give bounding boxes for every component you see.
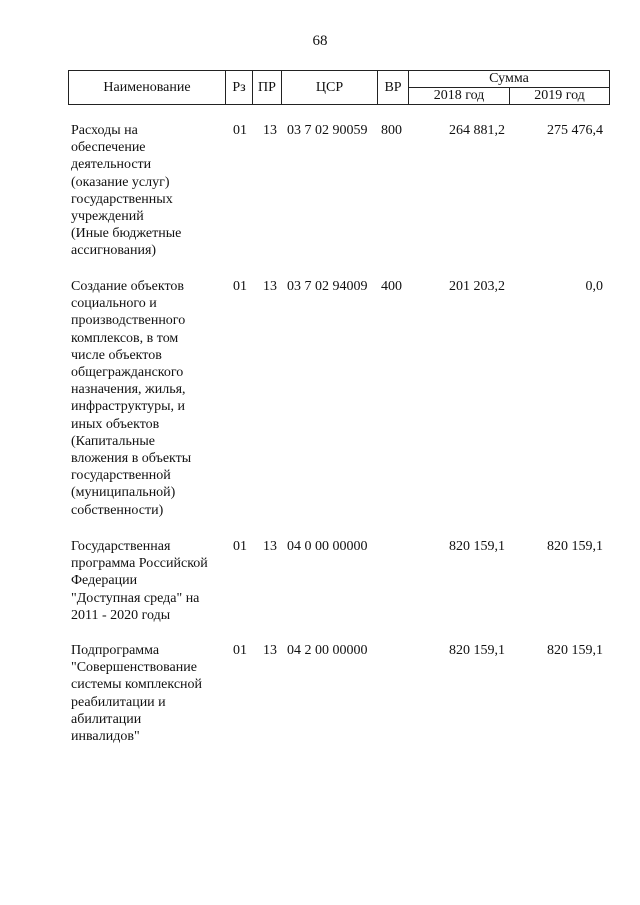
row-vr: 400 bbox=[381, 279, 402, 294]
row-rz: 01 bbox=[233, 123, 247, 138]
row-pr: 13 bbox=[263, 123, 277, 138]
header-sum-group bbox=[409, 71, 609, 104]
row-sum-2018: 264 881,2 bbox=[449, 123, 505, 138]
row-pr: 13 bbox=[263, 539, 277, 554]
row-sum-2018: 820 159,1 bbox=[449, 539, 505, 554]
row-csr: 03 7 02 94009 bbox=[287, 279, 368, 294]
header-name: Наименование bbox=[69, 71, 226, 104]
row-sum-2019: 820 159,1 bbox=[547, 643, 603, 658]
row-name: Расходы на обеспечение деятельности (оказание услуг) государственных учреждений (Иные бюджетные ассигнования) bbox=[71, 123, 182, 259]
header-sum: Сумма bbox=[409, 71, 609, 88]
row-sum-2019: 275 476,4 bbox=[547, 123, 603, 138]
row-sum-2018: 820 159,1 bbox=[449, 643, 505, 658]
table-header bbox=[68, 70, 610, 105]
row-csr: 04 2 00 00000 bbox=[287, 643, 368, 658]
row-pr: 13 bbox=[263, 279, 277, 294]
row-sum-2019: 820 159,1 bbox=[547, 539, 603, 554]
header-rz: Рз bbox=[226, 71, 253, 104]
header-pr: ПР bbox=[253, 71, 282, 104]
row-name: Государственная программа Российской Федерации "Доступная среда" на 2011 - 2020 годы bbox=[71, 539, 208, 623]
row-sum-2019: 0,0 bbox=[585, 279, 603, 294]
row-name: Подпрограмма "Совершенствование системы комплексной реабилитации и абилитации инвалидов" bbox=[71, 643, 203, 745]
header-year-2018: 2018 год bbox=[409, 88, 510, 104]
header-vr: ВР bbox=[378, 71, 409, 104]
row-rz: 01 bbox=[233, 643, 247, 658]
header-csr: ЦСР bbox=[282, 71, 378, 104]
row-pr: 13 bbox=[263, 643, 277, 658]
row-csr: 04 0 00 00000 bbox=[287, 539, 368, 554]
row-sum-2018: 201 203,2 bbox=[449, 279, 505, 294]
row-name: Создание объектов социального и производственного комплексов, в том числе объектов общегражданского назначения, жилья, инфраструктуры, и иных объектов (Капитальные вложения в объекты государственной (муниципальной) собственности) bbox=[71, 279, 192, 518]
header-year-2019: 2019 год bbox=[534, 88, 585, 103]
page-number: 68 bbox=[312, 33, 328, 49]
row-rz: 01 bbox=[233, 279, 247, 294]
row-vr: 800 bbox=[381, 123, 402, 138]
row-rz: 01 bbox=[233, 539, 247, 554]
row-csr: 03 7 02 90059 bbox=[287, 123, 368, 138]
